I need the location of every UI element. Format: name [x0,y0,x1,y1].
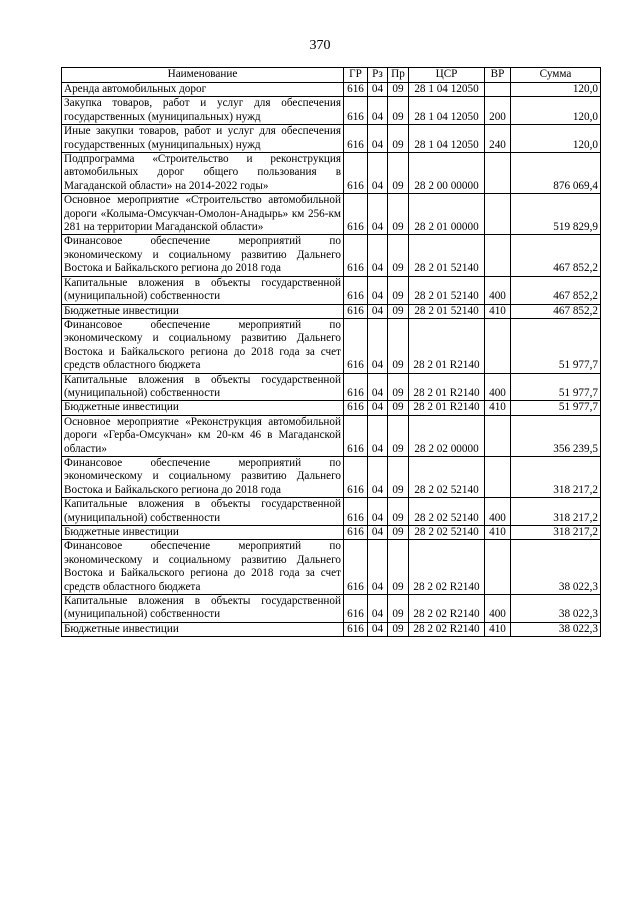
cell-pr: 09 [388,125,409,153]
page-number: 370 [309,38,331,53]
cell-rz: 04 [368,276,388,304]
header-rz: Рз [368,68,388,83]
header-pr: Пр [388,68,409,83]
table-row [62,83,601,97]
cell-vr [485,318,511,373]
cell-vr: 400 [485,498,511,526]
table-row [62,97,601,125]
cell-gr: 616 [344,373,368,401]
cell-sum: 51 977,7 [511,373,601,401]
cell-pr: 09 [388,373,409,401]
table-row [62,304,601,318]
cell-rz: 04 [368,318,388,373]
cell-csr: 28 2 02 R2140 [409,540,485,595]
cell-csr: 28 2 02 52140 [409,498,485,526]
cell-pr: 09 [388,276,409,304]
table-row [62,456,601,497]
cell-vr: 400 [485,373,511,401]
cell-rz: 04 [368,83,388,97]
cell-csr: 28 2 01 00000 [409,194,485,235]
cell-gr: 616 [344,276,368,304]
cell-csr: 28 2 02 52140 [409,526,485,540]
cell-vr: 400 [485,276,511,304]
table-row [62,153,601,194]
cell-csr: 28 2 01 52140 [409,235,485,276]
cell-name: Бюджетные инвестиции [62,304,344,318]
header-gr: ГР [344,68,368,83]
cell-csr: 28 2 01 R2140 [409,373,485,401]
table-row [62,526,601,540]
cell-gr: 616 [344,318,368,373]
cell-vr [485,235,511,276]
cell-sum: 467 852,2 [511,235,601,276]
cell-csr: 28 2 01 R2140 [409,318,485,373]
cell-sum: 38 022,3 [511,595,601,623]
cell-pr: 09 [388,401,409,415]
cell-csr: 28 2 02 R2140 [409,622,485,636]
table-row [62,235,601,276]
cell-sum: 356 239,5 [511,415,601,456]
cell-name: Финансовое обеспечение мероприятий по экономическому и социальному развитию Дальнего Востока и Байкальского региона до 2018 года за счет средств областного бюджета [62,540,344,595]
cell-vr: 200 [485,97,511,125]
cell-pr: 09 [388,456,409,497]
cell-rz: 04 [368,194,388,235]
cell-gr: 616 [344,456,368,497]
cell-vr [485,415,511,456]
cell-vr [485,456,511,497]
cell-vr [485,194,511,235]
cell-gr: 616 [344,622,368,636]
cell-name: Бюджетные инвестиции [62,622,344,636]
cell-rz: 04 [368,304,388,318]
cell-sum: 519 829,9 [511,194,601,235]
budget-table [61,67,601,637]
cell-name: Бюджетные инвестиции [62,401,344,415]
cell-pr: 09 [388,304,409,318]
cell-name: Иные закупки товаров, работ и услуг для обеспечения государственных (муниципальных) нужд [62,125,344,153]
cell-pr: 09 [388,540,409,595]
cell-vr: 410 [485,401,511,415]
cell-name: Закупка товаров, работ и услуг для обеспечения государственных (муниципальных) нужд [62,97,344,125]
cell-gr: 616 [344,498,368,526]
cell-name: Капитальные вложения в объекты государственной (муниципальной) собственности [62,498,344,526]
table-row [62,622,601,636]
table-row [62,373,601,401]
cell-gr: 616 [344,97,368,125]
cell-sum: 38 022,3 [511,540,601,595]
cell-csr: 28 2 02 52140 [409,456,485,497]
cell-sum: 120,0 [511,83,601,97]
cell-name: Аренда автомобильных дорог [62,83,344,97]
cell-pr: 09 [388,235,409,276]
cell-rz: 04 [368,415,388,456]
cell-name: Финансовое обеспечение мероприятий по экономическому и социальному развитию Дальнего Востока и Байкальского региона до 2018 года за счет средств областного бюджета [62,318,344,373]
cell-pr: 09 [388,194,409,235]
cell-sum: 51 977,7 [511,401,601,415]
cell-name: Основное мероприятие «Реконструкция автомобильной дороги «Герба-Омсукчан» км 20-км 46 в Магаданской области» [62,415,344,456]
cell-sum: 38 022,3 [511,622,601,636]
cell-pr: 09 [388,83,409,97]
table-row [62,125,601,153]
table-row [62,194,601,235]
cell-sum: 120,0 [511,125,601,153]
cell-vr: 410 [485,526,511,540]
cell-rz: 04 [368,456,388,497]
cell-pr: 09 [388,97,409,125]
cell-sum: 318 217,2 [511,456,601,497]
cell-gr: 616 [344,304,368,318]
cell-rz: 04 [368,540,388,595]
table-row [62,540,601,595]
cell-sum: 51 977,7 [511,318,601,373]
cell-name: Подпрограмма «Строительство и реконструкция автомобильных дорог общего пользования в Магаданской области» на 2014-2022 годы» [62,153,344,194]
cell-csr: 28 1 04 12050 [409,125,485,153]
cell-vr [485,540,511,595]
cell-vr: 240 [485,125,511,153]
cell-gr: 616 [344,194,368,235]
cell-csr: 28 1 04 12050 [409,97,485,125]
cell-rz: 04 [368,595,388,623]
cell-pr: 09 [388,498,409,526]
cell-rz: 04 [368,622,388,636]
cell-csr: 28 2 02 00000 [409,415,485,456]
cell-rz: 04 [368,97,388,125]
cell-rz: 04 [368,526,388,540]
table-row [62,498,601,526]
cell-vr [485,153,511,194]
cell-csr: 28 2 01 R2140 [409,401,485,415]
header-csr: ЦСР [409,68,485,83]
cell-name: Финансовое обеспечение мероприятий по экономическому и социальному развитию Дальнего Востока и Байкальского региона до 2018 года [62,235,344,276]
cell-rz: 04 [368,498,388,526]
table-header-row [62,68,601,83]
cell-vr: 400 [485,595,511,623]
cell-name: Основное мероприятие «Строительство автомобильной дороги «Колыма-Омсукчан-Омолон-Анадырь» км 256-км 281 на территории Магаданской области» [62,194,344,235]
header-vr: ВР [485,68,511,83]
cell-sum: 318 217,2 [511,498,601,526]
cell-gr: 616 [344,401,368,415]
cell-pr: 09 [388,622,409,636]
cell-csr: 28 1 04 12050 [409,83,485,97]
cell-vr: 410 [485,304,511,318]
cell-csr: 28 2 01 52140 [409,276,485,304]
cell-sum: 120,0 [511,97,601,125]
table-row [62,401,601,415]
cell-name: Бюджетные инвестиции [62,526,344,540]
cell-rz: 04 [368,373,388,401]
cell-pr: 09 [388,318,409,373]
table-row [62,318,601,373]
cell-gr: 616 [344,595,368,623]
cell-sum: 467 852,2 [511,276,601,304]
cell-rz: 04 [368,125,388,153]
cell-rz: 04 [368,401,388,415]
table-row [62,415,601,456]
cell-pr: 09 [388,153,409,194]
cell-csr: 28 2 00 00000 [409,153,485,194]
table-row [62,276,601,304]
cell-vr [485,83,511,97]
cell-pr: 09 [388,526,409,540]
cell-gr: 616 [344,540,368,595]
cell-sum: 318 217,2 [511,526,601,540]
cell-gr: 616 [344,83,368,97]
table-row [62,595,601,623]
cell-csr: 28 2 01 52140 [409,304,485,318]
header-sum: Сумма [511,68,601,83]
cell-sum: 467 852,2 [511,304,601,318]
cell-gr: 616 [344,526,368,540]
cell-gr: 616 [344,235,368,276]
cell-pr: 09 [388,595,409,623]
cell-gr: 616 [344,415,368,456]
cell-gr: 616 [344,153,368,194]
header-name: Наименование [62,68,344,83]
cell-gr: 616 [344,125,368,153]
cell-rz: 04 [368,235,388,276]
cell-vr: 410 [485,622,511,636]
cell-name: Капитальные вложения в объекты государственной (муниципальной) собственности [62,276,344,304]
cell-sum: 876 069,4 [511,153,601,194]
cell-pr: 09 [388,415,409,456]
cell-name: Капитальные вложения в объекты государственной (муниципальной) собственности [62,373,344,401]
cell-rz: 04 [368,153,388,194]
cell-csr: 28 2 02 R2140 [409,595,485,623]
cell-name: Капитальные вложения в объекты государственной (муниципальной) собственности [62,595,344,623]
cell-name: Финансовое обеспечение мероприятий по экономическому и социальному развитию Дальнего Востока и Байкальского региона до 2018 года [62,456,344,497]
